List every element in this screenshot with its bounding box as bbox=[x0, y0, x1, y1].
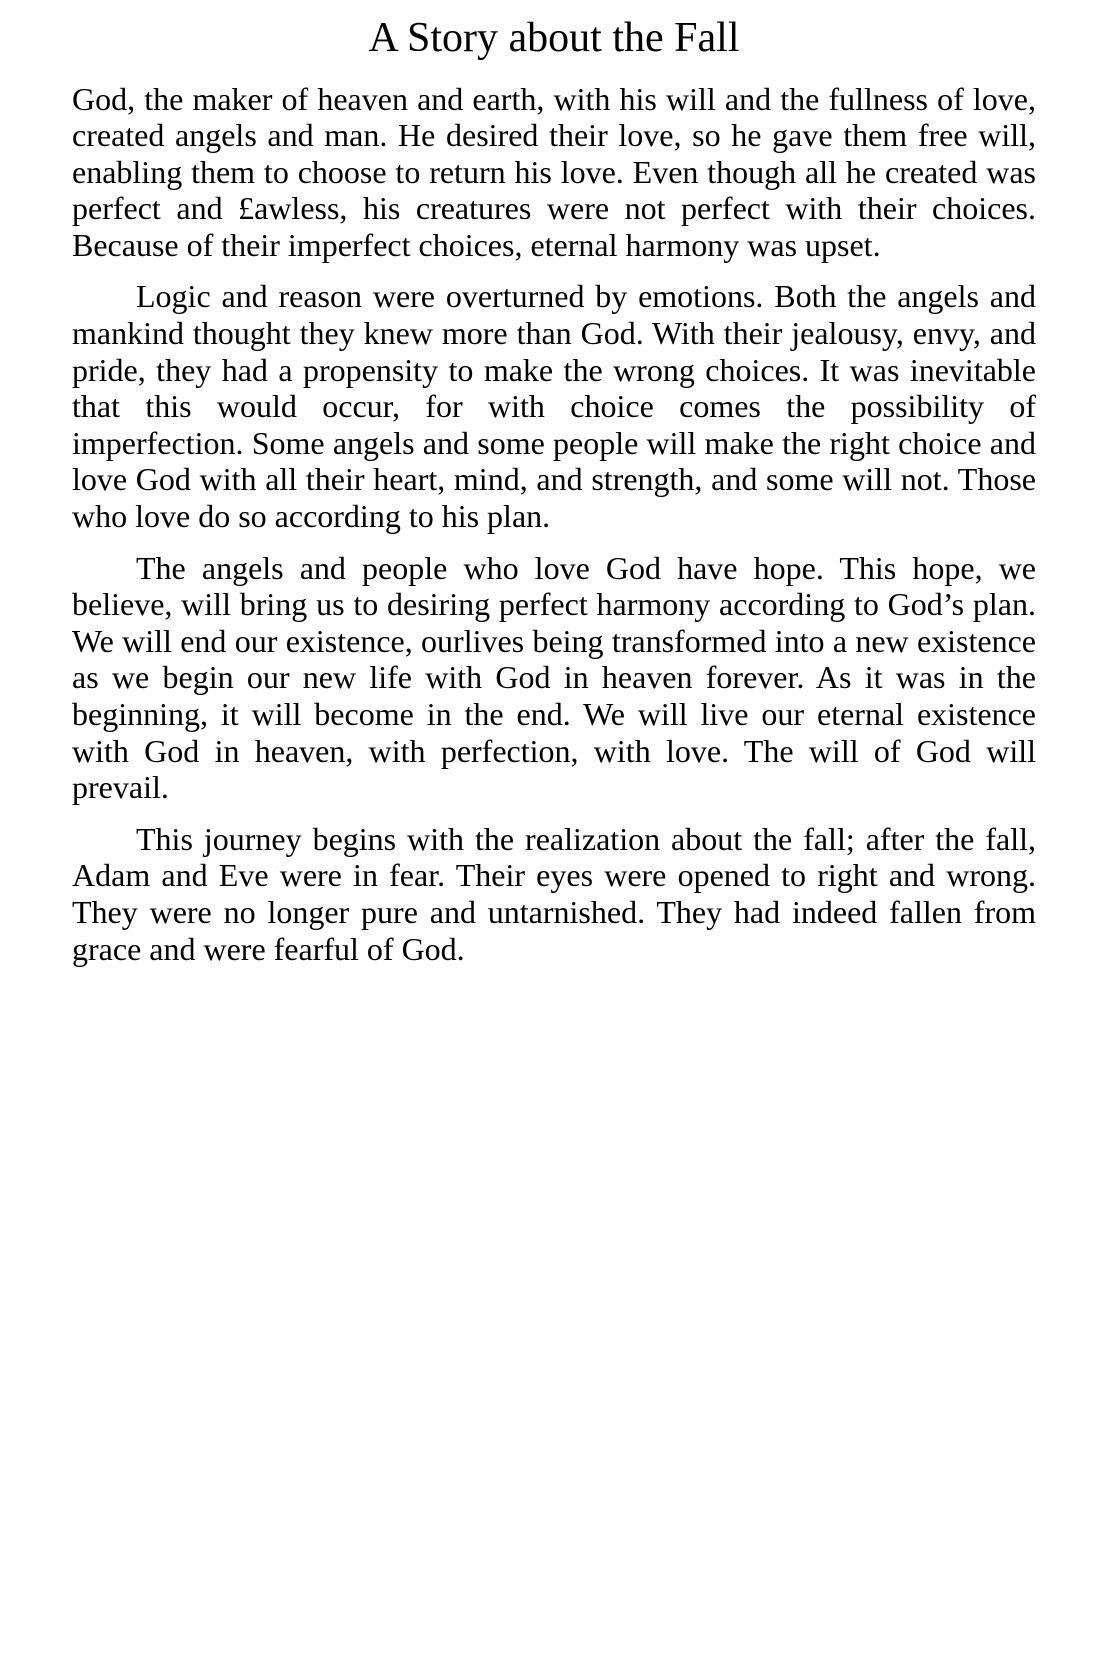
paragraph-1: God, the maker of heaven and earth, with his will and the fullness of love, created angels and man. He desired their love, so he gave them free will, enabling them to choose to return his love. Even though all he created was perfect and £awless, his creatures were not perfect with their choices. Because of their imperfect choices, eternal harmony was upset. bbox=[72, 80, 1036, 263]
page-title: A Story about the Fall bbox=[368, 15, 740, 61]
paragraph-3: The angels and people who love God have hope. This hope, we believe, will bring us to desiring perfect harmony according to God’s plan. We will end our existence, ourlives being transformed into a new existence as we begin our new life with God in heaven forever. As it was in the beginning, it will become in the end. We will live our eternal existence with God in heaven, with perfection, with love. The will of God will prevail. bbox=[72, 549, 1036, 806]
document-body bbox=[72, 81, 1036, 968]
paragraph-2: Logic and reason were overturned by emotions. Both the angels and mankind thought they knew more than God. With their jealousy, envy, and pride, they had a propensity to make the wrong choices. It was inevitable that this would occur, for with choice comes the possibility of imperfection. Some angels and some people will make the right choice and love God with all their heart, mind, and strength, and some will not. Those who love do so according to his plan. bbox=[72, 278, 1036, 535]
paragraph-4: This journey begins with the realization about the fall; after the fall, Adam and Eve were in fear. Their eyes were opened to right and wrong. They were no longer pure and untarnished. They had indeed fallen from grace and were fearful of God. bbox=[72, 820, 1036, 967]
